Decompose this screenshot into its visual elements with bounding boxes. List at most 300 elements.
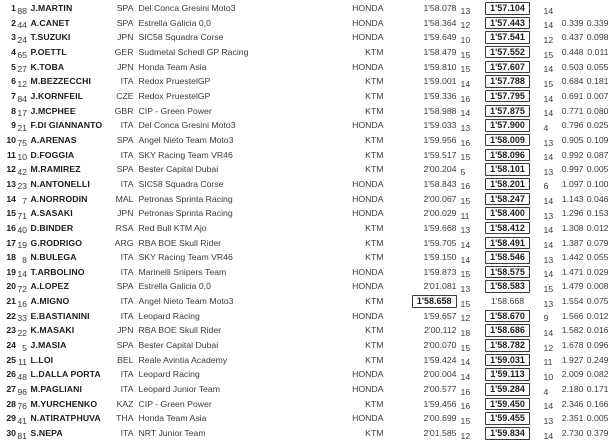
- session2-time: [475, 338, 541, 353]
- manufacturer: KTM: [365, 296, 384, 307]
- rider-number: 33: [17, 313, 27, 324]
- best-lap-number: 14: [543, 328, 554, 339]
- table-row: [0, 309, 610, 324]
- session1-time: 2'00.029: [423, 208, 457, 219]
- session1-time: 1'59.517: [423, 149, 457, 160]
- session2-time: [475, 397, 541, 412]
- rider-name: N.ANTONELLI: [30, 178, 90, 189]
- session2-time: [475, 323, 541, 338]
- manufacturer: KTM: [365, 46, 384, 57]
- best-lap-number: 10: [543, 372, 554, 382]
- best-lap-number: 13: [543, 415, 554, 426]
- session1-time: 1'58.078: [423, 3, 457, 13]
- session1-lap-count: 14: [460, 357, 471, 368]
- session2-time: [475, 206, 541, 221]
- rider-name: S.NEPA: [30, 428, 63, 439]
- rider-name: M.PAGLIANI: [30, 384, 83, 395]
- session1-lap-count: 10: [460, 34, 471, 45]
- gap-to-previous: 0.096: [586, 340, 609, 351]
- session1-time: 1'59.033: [423, 120, 457, 131]
- session1-lap-count: 16: [460, 401, 471, 412]
- manufacturer: HONDA: [352, 32, 384, 43]
- nation-code: BEL: [117, 354, 134, 365]
- session2-time: [475, 192, 541, 207]
- rider-name: M.RAMIREZ: [30, 164, 81, 175]
- position: 11: [6, 149, 16, 160]
- position: 23: [6, 325, 16, 336]
- gap-to-leader: 2.730: [561, 428, 584, 439]
- nation-code: SPA: [116, 17, 134, 28]
- table-row: [0, 60, 610, 75]
- gap-to-previous: 0.055: [586, 61, 609, 72]
- gap-to-leader: 1.678: [561, 340, 584, 351]
- nation-code: JPN: [117, 61, 134, 72]
- table-row: [0, 16, 610, 31]
- rider-number: 17: [17, 108, 27, 119]
- session1-lap-count: 14: [460, 78, 471, 89]
- session2-time: [475, 30, 541, 45]
- rider-number: 72: [17, 284, 27, 295]
- team-name: SKY Racing Team VR46: [138, 252, 233, 263]
- gap-to-leader: 0.796: [561, 120, 584, 131]
- team-name: Del Conca Gresini Moto3: [138, 120, 236, 131]
- gap-to-previous: 0.109: [586, 134, 609, 145]
- best-lap-number: 14: [543, 93, 554, 104]
- manufacturer: HONDA: [352, 3, 384, 13]
- position: 18: [6, 252, 16, 263]
- best-time-box: 1'57.607: [485, 61, 530, 74]
- position: 30: [6, 428, 16, 439]
- table-row: [0, 323, 610, 338]
- session1-lap-count: 16: [460, 181, 471, 192]
- session2-time: [475, 148, 541, 163]
- gap-to-previous: 0.055: [586, 252, 609, 263]
- gap-to-leader: 0.691: [561, 90, 584, 101]
- gap-to-leader: 1.296: [561, 208, 584, 219]
- rider-number: 24: [17, 34, 27, 45]
- session1-lap-count: 14: [460, 254, 471, 265]
- session1-time: 2'01.585: [423, 428, 457, 439]
- table-row: [0, 89, 610, 104]
- nation-code: GBR: [114, 105, 134, 116]
- session1-time: 2'00.577: [423, 384, 457, 395]
- best-time-box: 1'57.443: [485, 17, 530, 30]
- session1-time: 1'59.873: [423, 266, 457, 277]
- table-row: [0, 221, 610, 236]
- manufacturer: KTM: [365, 76, 384, 87]
- best-time-box: 1'58.583: [485, 280, 530, 293]
- best-time-box: 1'57.541: [485, 31, 530, 44]
- rider-name: A.MIGNO: [30, 296, 70, 307]
- session1-lap-count: 15: [460, 152, 471, 163]
- rider-name: K.MASAKI: [30, 325, 75, 336]
- best-time-box: 1'58.670: [485, 310, 530, 323]
- session2-time: [475, 16, 541, 31]
- gap-to-previous: 0.079: [586, 237, 609, 248]
- best-lap-number: 14: [543, 20, 554, 31]
- best-lap-number: 14: [543, 108, 554, 119]
- session1-lap-count: 13: [460, 5, 471, 16]
- team-name: Estrella Galicia 0,0: [138, 281, 211, 292]
- best-lap-number: 14: [543, 152, 554, 163]
- position: 12: [6, 164, 16, 175]
- manufacturer: HONDA: [352, 178, 384, 189]
- session1-lap-count: 14: [460, 372, 471, 382]
- gap-to-leader: 2.009: [561, 369, 584, 380]
- best-time-box: 1'58.096: [485, 149, 530, 162]
- session1-time: 1'59.657: [423, 310, 457, 321]
- best-time-box: 1'59.284: [485, 383, 530, 396]
- table-row: [0, 367, 610, 382]
- rider-number: 40: [17, 225, 27, 236]
- gap-to-leader: 1.927: [561, 354, 584, 365]
- nation-code: ITA: [120, 428, 134, 439]
- gap-to-previous: [584, 1, 609, 16]
- rider-name: P.OETTL: [30, 46, 67, 57]
- session2-time: [475, 411, 541, 426]
- manufacturer: HONDA: [352, 193, 384, 204]
- session1-time: 2'00.067: [423, 193, 457, 204]
- best-time-box: 1'58.782: [485, 339, 530, 352]
- rider-name: E.BASTIANINI: [30, 310, 90, 321]
- team-name: Angel Nieto Team Moto3: [138, 296, 234, 307]
- manufacturer: KTM: [365, 428, 384, 439]
- gap-to-leader: 2.346: [561, 398, 584, 409]
- session1-lap-count: 11: [460, 210, 470, 221]
- session1-time: 1'59.424: [423, 354, 457, 365]
- manufacturer: KTM: [365, 222, 384, 233]
- session1-lap-count: 13: [460, 225, 471, 236]
- gap-to-previous: 0.098: [586, 32, 609, 43]
- gap-to-leader: 0.503: [561, 61, 584, 72]
- rider-number: 22: [17, 328, 27, 339]
- gap-to-leader: 0.771: [561, 105, 584, 116]
- position: 3: [11, 32, 16, 43]
- table-row: [0, 382, 610, 397]
- nation-code: ITA: [120, 178, 134, 189]
- best-time-box: 1'58.412: [485, 222, 530, 235]
- table-row: [0, 397, 610, 412]
- rider-number: 48: [17, 372, 27, 382]
- team-name: Leopard Racing: [138, 310, 200, 321]
- best-time-box: 1'58.575: [485, 266, 530, 279]
- team-name: RBA BOE Skull Rider: [138, 325, 222, 336]
- team-name: SIC58 Squadra Corse: [138, 32, 224, 43]
- session1-time: 1'59.001: [423, 76, 457, 87]
- position: 6: [11, 76, 16, 87]
- table-row: [0, 338, 610, 353]
- gap-to-leader: 2.351: [561, 413, 584, 424]
- gap-to-previous: 0.082: [586, 369, 609, 380]
- best-lap-number: 13: [543, 166, 554, 177]
- best-lap-number: 14: [543, 401, 554, 412]
- team-name: CIP - Green Power: [138, 398, 212, 409]
- manufacturer: HONDA: [352, 266, 384, 277]
- best-lap-number: 13: [543, 210, 554, 221]
- best-time-box: 1'58.491: [485, 237, 530, 250]
- gap-to-previous: 0.008: [586, 281, 609, 292]
- best-lap-number: 14: [543, 240, 554, 251]
- best-lap-number: 11: [543, 357, 553, 368]
- best-time-box: 1'57.795: [485, 90, 530, 103]
- gap-to-leader: 1.097: [561, 178, 584, 189]
- team-name: Petronas Sprinta Racing: [138, 193, 233, 204]
- session1-time: 1'59.649: [423, 32, 457, 43]
- best-time-box: 1'57.104: [485, 2, 530, 15]
- session1-time: [384, 294, 457, 309]
- position: 26: [6, 369, 16, 380]
- position: 8: [11, 105, 16, 116]
- best-time-box: 1'57.788: [485, 75, 530, 88]
- team-name: Red Bull KTM Ajo: [138, 222, 207, 233]
- position: 17: [6, 237, 16, 248]
- rider-name: M.YURCHENKO: [30, 398, 98, 409]
- manufacturer: HONDA: [352, 310, 384, 321]
- table-row: [0, 411, 610, 426]
- best-time-box: 1'58.546: [485, 251, 530, 264]
- rider-name: A.CANET: [30, 17, 70, 28]
- rider-number: 65: [17, 49, 27, 60]
- session1-lap-count: 15: [460, 269, 471, 280]
- rider-number: 10: [17, 152, 27, 163]
- session2-time: [475, 162, 541, 177]
- rider-name: N.ATIRATPHUVA: [30, 413, 101, 424]
- nation-code: ITA: [120, 120, 134, 131]
- nation-code: SPA: [116, 164, 134, 175]
- team-name: Honda Team Asia: [138, 61, 207, 72]
- manufacturer: KTM: [365, 134, 384, 145]
- nation-code: SPA: [116, 340, 134, 351]
- best-lap-number: 4: [543, 122, 549, 133]
- session1-time: 2'00.699: [423, 413, 457, 424]
- nation-code: ITA: [120, 252, 134, 263]
- session2-time: [475, 74, 541, 89]
- rider-name: A.LOPEZ: [30, 281, 69, 292]
- session1-lap-count: 14: [460, 240, 471, 251]
- best-lap-number: 14: [543, 430, 554, 441]
- team-name: RBA BOE Skull Rider: [138, 237, 222, 248]
- rider-number: 16: [17, 298, 27, 309]
- session1-lap-count: 13: [460, 122, 471, 133]
- rider-number: 11: [17, 357, 27, 368]
- manufacturer: KTM: [365, 354, 384, 365]
- best-time-box: 1'57.875: [485, 105, 530, 118]
- manufacturer: KTM: [365, 237, 384, 248]
- rider-number: 88: [17, 5, 27, 16]
- session2-time: [475, 104, 541, 119]
- best-time-box: 1'58.686: [485, 324, 530, 337]
- best-time-box: 1'58.658: [412, 295, 457, 308]
- nation-code: JPN: [117, 32, 134, 43]
- rider-number: 27: [17, 64, 27, 75]
- position: 19: [6, 266, 16, 277]
- rider-name: M.BEZZECCHI: [30, 76, 91, 87]
- rider-name: J.MASIA: [30, 340, 67, 351]
- manufacturer: KTM: [365, 90, 384, 101]
- team-name: Angel Nieto Team Moto3: [138, 134, 234, 145]
- position: 25: [6, 354, 16, 365]
- manufacturer: HONDA: [352, 120, 384, 131]
- rider-name: L.DALLA PORTA: [30, 369, 101, 380]
- session1-time: 1'58.843: [423, 178, 457, 189]
- rider-name: L.LOI: [30, 354, 54, 365]
- gap-to-previous: 0.166: [586, 398, 609, 409]
- position: 15: [6, 208, 16, 219]
- best-time-box: 1'59.455: [485, 412, 530, 425]
- session1-time: 1'59.810: [423, 61, 457, 72]
- gap-to-previous: 0.339: [586, 17, 609, 28]
- rider-number: 44: [17, 20, 27, 31]
- session1-lap-count: 15: [460, 196, 471, 207]
- session1-time: 1'58.988: [423, 105, 457, 116]
- rider-number: 21: [17, 122, 27, 133]
- manufacturer: KTM: [365, 398, 384, 409]
- rider-name: D.FOGGIA: [30, 149, 75, 160]
- position: 22: [6, 310, 16, 321]
- rider-name: J.MCPHEE: [30, 105, 76, 116]
- gap-to-previous: 0.153: [586, 208, 609, 219]
- gap-to-leader: 1.442: [561, 252, 584, 263]
- rider-number: 19: [17, 240, 27, 251]
- rider-number: 23: [17, 181, 27, 192]
- gap-to-leader: 0.339: [561, 17, 584, 28]
- nation-code: SPA: [116, 3, 134, 13]
- session1-time: 2'00.112: [424, 325, 457, 336]
- session1-lap-count: 12: [460, 313, 471, 324]
- table-row: [0, 30, 610, 45]
- session2-time: [475, 221, 541, 236]
- table-row: [0, 148, 610, 163]
- best-time-box: 1'58.400: [485, 207, 530, 220]
- best-lap-number: 15: [543, 284, 554, 295]
- position: 20: [6, 281, 16, 292]
- table-row: [0, 74, 610, 89]
- nation-code: JPN: [117, 325, 134, 336]
- gap-to-previous: 0.181: [586, 76, 609, 87]
- session2-time: [475, 177, 541, 192]
- gap-to-leader: 1.554: [561, 296, 584, 307]
- session2-time: 1'58.668: [490, 296, 525, 307]
- table-row: [0, 177, 610, 192]
- session1-time: 2'01.081: [423, 281, 457, 292]
- best-lap-number: 15: [543, 78, 554, 89]
- manufacturer: KTM: [365, 105, 384, 116]
- gap-to-leader: 1.479: [561, 281, 584, 292]
- session2-time: [475, 118, 541, 133]
- gap-to-previous: 0.379: [586, 428, 609, 439]
- manufacturer: HONDA: [352, 17, 384, 28]
- position: 2: [11, 17, 16, 28]
- team-name: Estrella Galicia 0,0: [138, 17, 211, 28]
- manufacturer: KTM: [365, 340, 384, 351]
- manufacturer: HONDA: [352, 413, 384, 424]
- best-lap-number: 13: [543, 137, 554, 148]
- best-time-box: 1'59.113: [485, 368, 529, 381]
- session1-lap-count: 15: [460, 342, 471, 353]
- rider-number: 8: [22, 254, 27, 265]
- session2-time: [475, 45, 541, 60]
- table-row: [0, 45, 610, 60]
- gap-to-leader: 0.684: [561, 76, 584, 87]
- team-name: Sudmetal Schedl GP Racing: [138, 46, 249, 57]
- table-row: [0, 104, 610, 119]
- best-lap-number: 9: [543, 313, 549, 324]
- rider-name: F.DI GIANNANTO: [30, 120, 103, 131]
- team-name: Bester Capital Dubai: [138, 340, 219, 351]
- gap-to-leader: 0.437: [561, 32, 584, 43]
- manufacturer: HONDA: [352, 281, 384, 292]
- best-time-box: 1'57.552: [485, 46, 530, 59]
- session2-time: [475, 133, 541, 148]
- team-name: NRT Junior Team: [138, 428, 206, 439]
- session1-lap-count: 16: [460, 137, 471, 148]
- session1-lap-count: 15: [460, 298, 471, 309]
- rider-number: 76: [17, 401, 27, 412]
- team-name: Leopard Junior Team: [138, 384, 220, 395]
- team-name: Marinelli Snipers Team: [138, 266, 227, 277]
- gap-to-previous: 0.005: [586, 164, 609, 175]
- rider-number: 5: [22, 342, 27, 353]
- nation-code: ITA: [120, 310, 134, 321]
- position: 21: [6, 296, 16, 307]
- rider-number: 42: [17, 166, 27, 177]
- gap-to-leader: 1.471: [561, 266, 584, 277]
- rider-name: A.ARENAS: [30, 134, 77, 145]
- rider-name: J.KORNFEIL: [30, 90, 84, 101]
- rider-number: 12: [17, 78, 27, 89]
- session2-time: [475, 309, 541, 324]
- nation-code: MAL: [115, 193, 134, 204]
- position: 16: [6, 222, 16, 233]
- gap-to-previous: 0.087: [586, 149, 609, 160]
- session1-time: 1'59.456: [423, 398, 457, 409]
- best-time-box: 1'58.101: [485, 163, 530, 176]
- team-name: Bester Capital Dubai: [138, 164, 219, 175]
- table-row: [0, 250, 610, 265]
- rider-name: J.MARTIN: [30, 3, 73, 13]
- best-lap-number: 14: [543, 225, 554, 236]
- rider-number: 14: [17, 269, 27, 280]
- session2-time: [475, 265, 541, 280]
- table-row: [0, 162, 610, 177]
- gap-to-previous: 0.012: [586, 310, 609, 321]
- table-row: [0, 1, 610, 16]
- team-name: Redox PruestelGP: [138, 76, 211, 87]
- session2-time: [475, 250, 541, 265]
- position: 10: [6, 134, 16, 145]
- position: 5: [11, 61, 16, 72]
- position: 14: [6, 193, 16, 204]
- rider-number: 7: [22, 196, 27, 207]
- rider-name: K.TOBA: [30, 61, 65, 72]
- gap-to-leader: 0.905: [561, 134, 584, 145]
- best-lap-number: 15: [543, 49, 554, 60]
- gap-to-previous: 0.012: [586, 222, 609, 233]
- table-row: [0, 192, 610, 207]
- table-row: [0, 118, 610, 133]
- manufacturer: HONDA: [352, 369, 384, 380]
- best-lap-number: 6: [543, 181, 549, 192]
- team-name: Del Conca Gresini Moto3: [138, 3, 236, 13]
- gap-to-leader: 1.582: [561, 325, 584, 336]
- nation-code: ITA: [120, 369, 134, 380]
- best-time-box: 1'57.900: [485, 119, 530, 132]
- gap-to-leader: 2.180: [561, 384, 584, 395]
- position: 28: [6, 398, 16, 409]
- gap-to-previous: 0.080: [586, 105, 609, 116]
- rider-number: 41: [17, 415, 27, 426]
- team-name: CIP - Green Power: [138, 105, 212, 116]
